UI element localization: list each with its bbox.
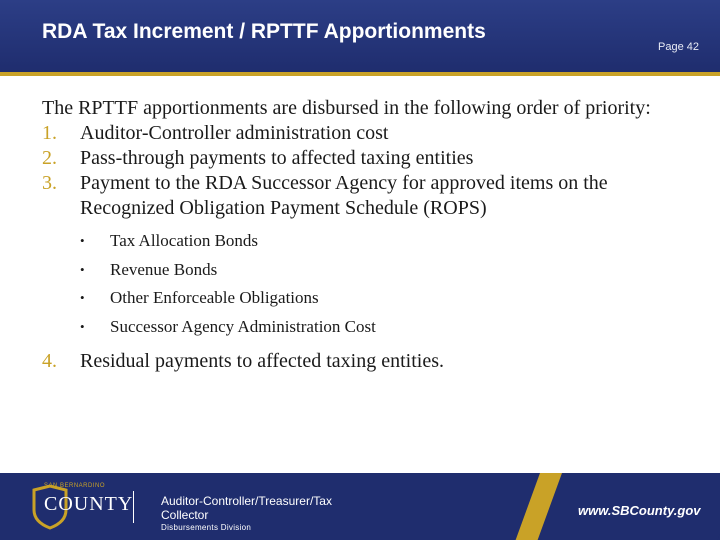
item-number: 1. (42, 122, 57, 144)
list-item (42, 349, 702, 374)
sub-list-item (80, 227, 702, 256)
bullet-icon: • (80, 318, 85, 334)
list-item (42, 146, 702, 171)
priority-list-continued (42, 349, 702, 374)
slide-title: RDA Tax Increment / RPTTF Apportionments (42, 20, 486, 43)
sub-list-item (80, 284, 702, 313)
item-number: 3. (42, 172, 57, 194)
department-name: Auditor-Controller/Treasurer/Tax Collector (161, 494, 332, 522)
bullet-icon: • (80, 261, 85, 277)
intro-text: The RPTTF apportionments are disbursed in the following order of priority: (42, 97, 651, 119)
division-name: Disbursements Division (161, 523, 252, 532)
item-number: 2. (42, 147, 57, 169)
sub-item-text: Tax Allocation Bonds (110, 231, 259, 250)
item-text: Payment to the RDA Successor Agency for approved items on the Recognized Obligation Payment Schedule (ROPS) (80, 172, 608, 219)
sub-item-text: Successor Agency Administration Cost (110, 316, 376, 336)
item-text: Residual payments to affected taxing entities. (80, 350, 444, 372)
item-number: 4. (42, 350, 57, 372)
bullet-icon: • (80, 233, 85, 248)
page-number: Page 42 (658, 41, 699, 53)
list-item (42, 171, 702, 221)
header-underline (0, 72, 720, 76)
logo-wordmark: COUNTY (44, 493, 134, 515)
sub-list-item (80, 256, 702, 285)
list-item (42, 121, 702, 146)
sub-item-text: Other Enforceable Obligations (110, 288, 319, 307)
footer-divider (133, 491, 134, 523)
slide-header (0, 0, 720, 72)
website-link[interactable]: www.SBCounty.gov (578, 503, 701, 518)
slide-footer (0, 473, 720, 540)
logo-subtext: SAN BERNARDINO (44, 483, 106, 489)
bullet-icon: • (80, 290, 85, 305)
priority-list (42, 121, 702, 221)
item-text: Auditor-Controller administration cost (80, 122, 389, 144)
rops-sublist (42, 227, 702, 341)
slide-content (42, 96, 702, 374)
sub-item-text: Revenue Bonds (110, 259, 218, 279)
sub-list-item (80, 313, 702, 342)
item-text: Pass-through payments to affected taxing entities (80, 147, 474, 169)
